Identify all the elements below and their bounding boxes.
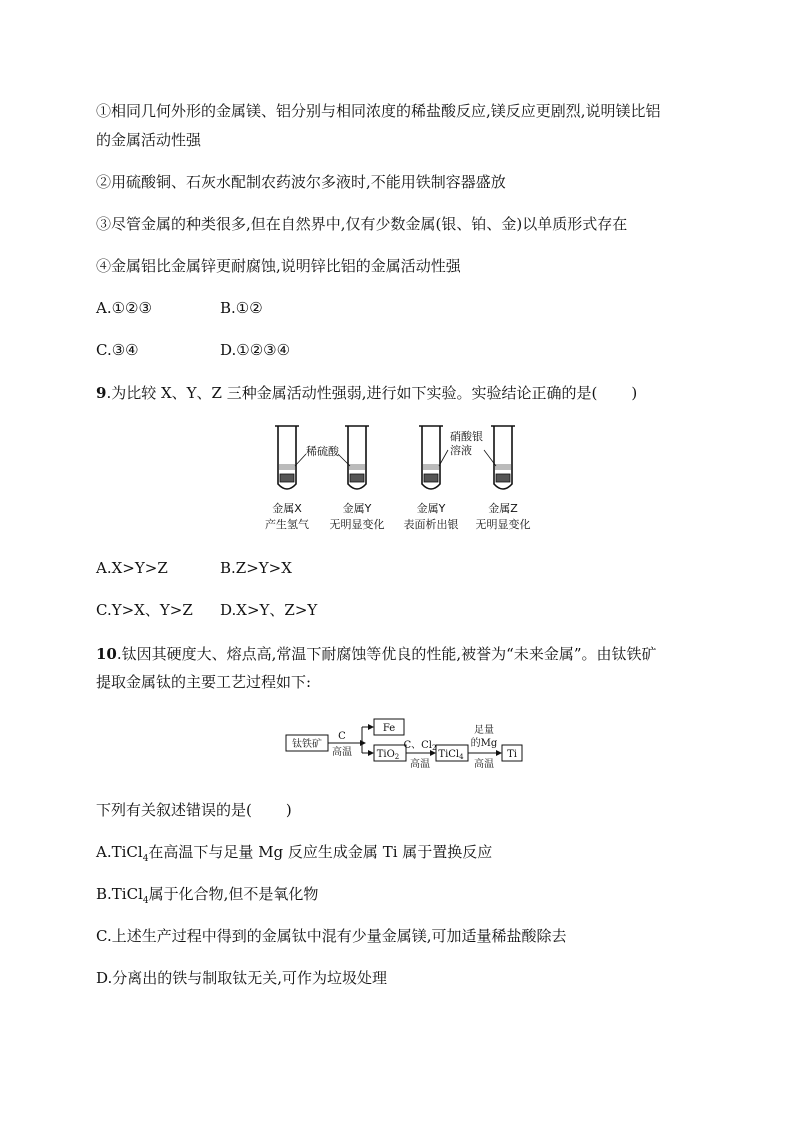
q10-option-d-text: D.分离出的铁与制取钛无关,可作为垃圾处理 bbox=[96, 969, 388, 987]
q9-option-d[interactable]: D.X>Y、Z>Y bbox=[220, 601, 318, 619]
reagent-solution: 溶液 bbox=[450, 444, 472, 457]
statement-1-line2: 的金属活动性强 bbox=[96, 131, 202, 149]
q9-close: ) bbox=[631, 384, 638, 402]
flow-step1-condition: 高温 bbox=[332, 747, 352, 758]
flow-final-ti: Ti bbox=[507, 749, 517, 760]
flow-step2-reagent: C、$Cl_2$ bbox=[403, 740, 437, 752]
tube-2-metal: 金属Y bbox=[342, 502, 372, 515]
flow-product-tio2: TiO$_2$ bbox=[376, 749, 400, 761]
q10-option-c-text: C.上述生产过程中得到的金属钛中混有少量金属镁,可加适量稀盐酸除去 bbox=[96, 927, 567, 945]
q10-stem-line2: 提取金属钛的主要工艺过程如下: bbox=[96, 673, 312, 691]
q9-number: 9 bbox=[96, 384, 107, 402]
flow-step1-reagent: C bbox=[338, 731, 346, 742]
flow-start-ilmenite: 钛铁矿 bbox=[292, 739, 322, 750]
q10-option-b[interactable] bbox=[96, 884, 318, 911]
q8-option-a[interactable]: A.①②③ bbox=[96, 299, 152, 317]
flow-step3-reagent-2: 的Mg bbox=[470, 738, 498, 749]
q10-option-b-prefix: B.TiCl bbox=[96, 885, 143, 903]
statement-1-line1: ①相同几何外形的金属镁、铝分别与相同浓度的稀盐酸反应,镁反应更剧烈,说明镁比铝 bbox=[96, 102, 661, 120]
statement-3: ③尽管金属的种类很多,但在自然界中,仅有少数金属(银、铂、金)以单质形式存在 bbox=[96, 215, 628, 233]
flow-step3-reagent-1: 足量 bbox=[474, 725, 494, 736]
q10-option-a[interactable] bbox=[96, 842, 492, 869]
q10-option-b-rest: 属于化合物,但不是氧化物 bbox=[148, 885, 319, 903]
q9-option-b[interactable]: B.Z>Y>X bbox=[220, 559, 292, 577]
q10-question-close: ) bbox=[285, 801, 292, 819]
q10-option-b-sub: 4 bbox=[142, 896, 149, 906]
q8-option-b[interactable]: B.①② bbox=[220, 299, 263, 317]
tube-3-result: 表面析出银 bbox=[403, 518, 459, 531]
q8-option-d[interactable]: D.①②③④ bbox=[220, 341, 291, 359]
test-tube-3 bbox=[419, 426, 443, 489]
q10-stem-line1 bbox=[96, 644, 657, 664]
q8-option-c[interactable]: C.③④ bbox=[96, 341, 139, 359]
tube-4-result: 无明显变化 bbox=[475, 518, 531, 531]
tube-4-metal: 金属Z bbox=[488, 502, 518, 515]
q10-option-c[interactable] bbox=[96, 926, 566, 946]
experiment-figure bbox=[250, 420, 550, 540]
reagent-dilute-sulfuric-acid: 稀硫酸 bbox=[306, 445, 339, 458]
titanium-process-flow bbox=[284, 715, 524, 775]
q10-text-1: .钛因其硬度大、熔点高,常温下耐腐蚀等优良的性能,被誉为“未来金属”。由钛铁矿 bbox=[116, 645, 657, 663]
tube-1-metal: 金属X bbox=[272, 502, 302, 515]
q10-option-a-rest: 在高温下与足量 Mg 反应生成金属 Ti 属于置换反应 bbox=[148, 843, 493, 861]
q9-stem bbox=[96, 383, 637, 403]
statement-4: ④金属铝比金属锌更耐腐蚀,说明锌比铝的金属活动性强 bbox=[96, 257, 461, 275]
q10-question-text: 下列有关叙述错误的是( bbox=[96, 801, 252, 819]
reagent-silver-nitrate: 硝酸银 bbox=[450, 430, 483, 443]
q10-option-a-prefix: A.TiCl bbox=[96, 843, 143, 861]
test-tube-1 bbox=[275, 426, 299, 489]
tube-3-metal: 金属Y bbox=[416, 502, 446, 515]
flow-step2-condition: 高温 bbox=[410, 759, 430, 770]
q9-text: .为比较 X、Y、Z 三种金属活动性强弱,进行如下实验。实验结论正确的是( bbox=[106, 384, 598, 402]
q9-option-a[interactable]: A.X>Y>Z bbox=[96, 559, 168, 577]
q10-question bbox=[96, 800, 292, 820]
q10-number: 10 bbox=[96, 645, 117, 663]
flow-byproduct-fe: Fe bbox=[382, 723, 396, 734]
test-tube-2 bbox=[345, 426, 369, 489]
flow-product-ticl4: TiCl$_4$ bbox=[438, 749, 464, 761]
test-tube-4 bbox=[491, 426, 515, 489]
tube-2-result: 无明显变化 bbox=[329, 518, 385, 531]
flow-step3-condition: 高温 bbox=[474, 759, 494, 770]
q10-option-d[interactable] bbox=[96, 968, 387, 988]
tube-1-result: 产生氢气 bbox=[265, 518, 309, 531]
q10-option-a-sub: 4 bbox=[142, 854, 149, 864]
q9-option-c[interactable]: C.Y>X、Y>Z bbox=[96, 601, 193, 619]
statement-2: ②用硫酸铜、石灰水配制农药波尔多液时,不能用铁制容器盛放 bbox=[96, 173, 506, 191]
